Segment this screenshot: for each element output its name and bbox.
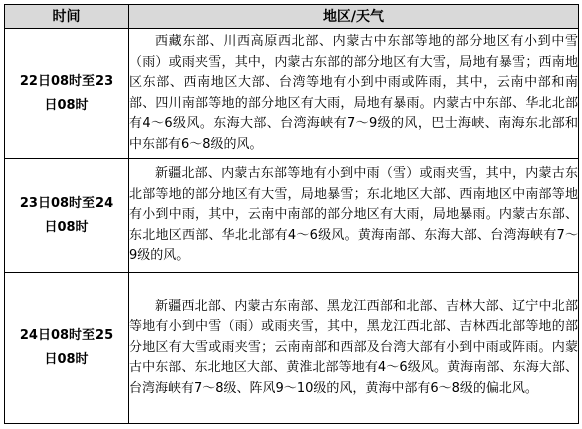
period-line-1: 24日08时至25 <box>19 328 114 344</box>
weather-description: 新疆西北部、内蒙古东南部、黑龙江西部和北部、吉林大部、辽宁中北部等地有小到中雪（雨）或雨夹雪，其中，黑龙江西北部、吉林西北部等地的部分地区有大雪或雨夹雪；云南南部和西部及台湾大部有小到中雨或阵雨。内蒙古中东部、东北地区大部、黄淮北部等地有4～6级风。黄海南部、东海大部、台湾海峡有7～8级、阵风9～10级的风，黄海中部有6～8级的偏北风。 <box>129 273 579 424</box>
period-cell <box>5 29 129 159</box>
table-row <box>5 29 579 159</box>
period-cell <box>5 273 129 424</box>
table-row <box>5 158 579 272</box>
weather-description: 西藏东部、川西高原西北部、内蒙古中东部等地的部分地区有小到中雪（雨）或雨夹雪，其中，内蒙古东部的部分地区有大雪，局地有暴雪；西南地区东部、西南地区大部、台湾等地有小到中雨或阵雨，其中，云南中部和南部、四川南部等地的部分地区有大雨，局地有暴雨。内蒙古中东部、华北北部有4～6级风。东海大部、台湾海峡有7～9级的风，巴士海峡、南海东北部和中东部有6～8级的风。 <box>129 29 579 159</box>
header-row <box>5 5 579 29</box>
table-row <box>5 273 579 424</box>
period-line-1: 23日08时至24 <box>19 195 114 211</box>
period-line-1: 22日08时至23 <box>19 73 114 89</box>
weather-description: 新疆北部、内蒙古东部等地有小到中雨（雪）或雨夹雪，其中，内蒙古东北部等地的部分地区有大雪，局地暴雪；东北地区大部、西南地区中南部等地有小到中雨，其中，云南中南部的部分地区有大雨，局地暴雨。内蒙古东部、东北地区西部、华北北部有4～6级风。黄海南部、东海大部、台湾海峡有7～9级的风。 <box>129 158 579 272</box>
period-line-2: 日08时 <box>44 219 89 235</box>
forecast-table <box>4 4 579 424</box>
period-line-2: 日08时 <box>44 352 89 368</box>
region-weather-column-header: 地区/天气 <box>129 5 579 29</box>
period-cell <box>5 158 129 272</box>
period-line-2: 日08时 <box>44 97 89 113</box>
time-column-header: 时间 <box>5 5 129 29</box>
